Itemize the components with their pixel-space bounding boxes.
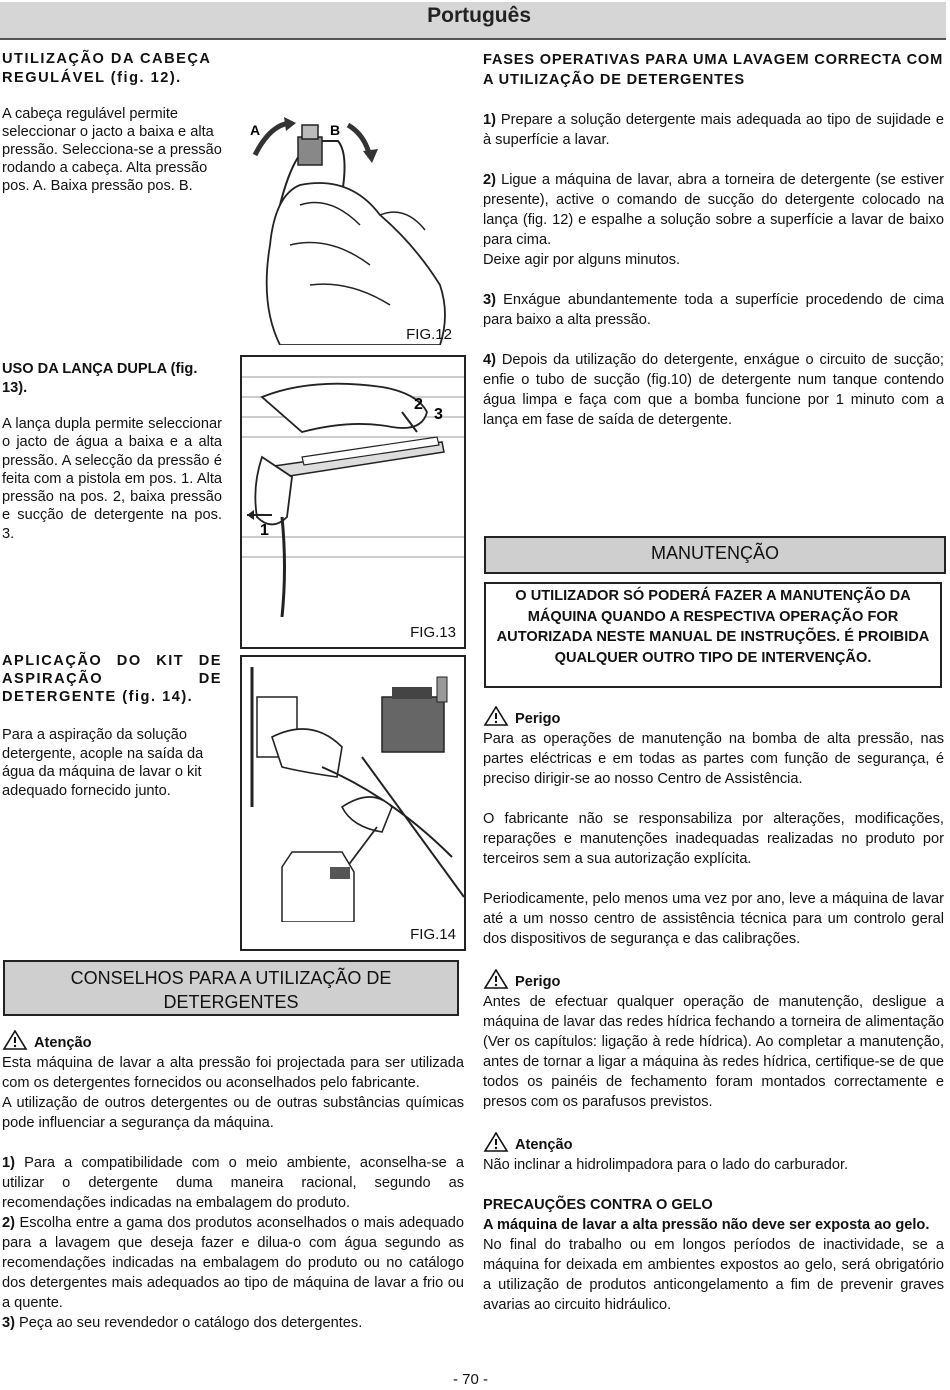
figure-14	[240, 655, 466, 951]
fases-item-1-text: Prepare a solução detergente mais adequada ao tipo de sujidade e à superfície a lavar.	[483, 112, 944, 148]
fases-section	[483, 50, 944, 430]
section-title-lanca: USO DA LANÇA DUPLA (fig. 13).	[2, 361, 198, 396]
manutencao-notice: O UTILIZADOR SÓ PODERÁ FAZER A MANUTENÇÃO DA MÁQUINA QUANDO A RESPECTIVA OPERAÇÃO FOR AUTORIZADA NESTE MANUAL DE INSTRUÇÕES. É PROIBIDA QUALQUER OUTRO TIPO DE INTERVENÇÃO.	[484, 582, 942, 688]
perigo-2-label: Perigo	[515, 974, 561, 990]
conselhos-item-3	[2, 1313, 464, 1333]
language-title: Português	[427, 4, 531, 27]
language-header	[0, 2, 946, 40]
conselhos-item-2	[2, 1213, 464, 1313]
gelo-title: PRECAUÇÕES CONTRA O GELO	[483, 1197, 713, 1213]
atencao-label: Atenção	[515, 1137, 573, 1153]
fases-item-3	[483, 290, 944, 330]
conselhos-title: CONSELHOS PARA A UTILIZAÇÃO DE DETERGENTES	[3, 960, 459, 1016]
conselhos-p1: Esta máquina de lavar a alta pressão foi projectada para ser utilizada com os detergentes fornecidos ou aconselhados pelo fabricante.	[2, 1055, 464, 1091]
adjustable-nozzle-illustration	[240, 45, 462, 345]
perigo-1-text: Para as operações de manutenção na bomba de alta pressão, nas partes eléctricas e em todas as partes com função de segurança, é preciso dirigir-se ao nosso Centro de Assistência.	[483, 731, 944, 787]
fig13-caption: FIG.13	[410, 624, 456, 641]
warning-triangle-icon	[483, 706, 509, 726]
fabricante-text: O fabricante não se responsabiliza por alterações, modificações, reparações e manutenções inadequadas realizadas no produto por terceiros sem a sua autorização explícita.	[483, 811, 944, 867]
conselhos-item-2-num: 2)	[2, 1215, 15, 1231]
periodic-text: Periodicamente, pelo menos uma vez por ano, leve a máquina de lavar até a um nosso centro de assistência técnica para um controlo geral dos dispositivos de segurança e das calibrações.	[483, 891, 944, 947]
conselhos-item-1-num: 1)	[2, 1155, 15, 1171]
conselhos-section	[2, 1030, 464, 1333]
fases-item-3-num: 3)	[483, 292, 496, 308]
perigo-2	[483, 969, 944, 992]
conselhos-warning-label: Atenção	[34, 1035, 92, 1051]
gelo-text: No final do trabalho ou em longos períodos de inactividade, se a máquina for deixada em ambientes expostos ao gelo, será obrigatório a utilização de produtos anticongelamento a fim de prevenir graves avarias ao circuito hidráulico.	[483, 1237, 944, 1313]
fases-item-4-num: 4)	[483, 352, 496, 368]
section-title-kit: APLICAÇÃO DO KIT DE ASPIRAÇÃO DE DETERGENTE (fig. 14).	[2, 653, 222, 705]
figure-13	[240, 355, 466, 649]
fig12-label-b: B	[330, 122, 341, 138]
conselhos-item-1-text: Para a compatibilidade com o meio ambiente, aconselha-se a utilizar o detergente duma maneira racional, segundo as recomendações indicadas na embalagem do produto.	[2, 1155, 464, 1211]
conselhos-item-3-text: Peça ao seu revendedor o catálogo dos detergentes.	[19, 1315, 363, 1331]
fig14-caption: FIG.14	[410, 926, 456, 943]
section-body-lanca: A lança dupla permite seleccionar o jacto de água a baixa e a alta pressão. A selecção da pressão é feita com a pistola em pos. 1. Alta pressão na pos. 2, baixa pressão e sucção de detergente na pos. 3.	[2, 416, 222, 542]
fases-item-4	[483, 350, 944, 430]
conselhos-item-2-text: Escolha entre a gama dos produtos aconselhados o mais adequado para a lavagem que deseja fazer e dilua-o com água segundo as recomendações indicadas na embalagem do produto ou no catálogo dos detergentes mais adequados ao tipo de máquina de lavar a frio ou a quente.	[2, 1215, 464, 1311]
manutencao-title: MANUTENÇÃO	[484, 536, 946, 574]
detergent-kit-illustration	[242, 657, 464, 922]
perigo-2-text: Antes de efectuar qualquer operação de manutenção, desligue a máquina de lavar das redes hídrica fechando a torneira de alimentação (Ver os capítulos: ligação à rede hídrica). Ao completar a manutenção, antes de tornar a ligar a máquina às redes hídrica, certifique-se de que todos os painéis de fechamento foram montados correctamente e presos com os parafusos previstos.	[483, 994, 944, 1110]
perigo-1	[483, 706, 944, 729]
figure-12	[240, 45, 462, 345]
fases-item-2b: Deixe agir por alguns minutos.	[483, 252, 681, 268]
fig13-pos-3: 3	[434, 406, 443, 423]
warning-triangle-icon	[2, 1030, 28, 1050]
fases-item-2-num: 2)	[483, 172, 496, 188]
page-number: - 70 -	[453, 1371, 489, 1388]
atencao-text: Não inclinar a hidrolimpadora para o lado do carburador.	[483, 1157, 849, 1173]
fig12-caption: FIG.12	[406, 326, 452, 343]
fases-item-1	[483, 110, 944, 150]
gelo-bold: A máquina de lavar a alta pressão não deve ser exposta ao gelo.	[483, 1217, 930, 1233]
fases-item-1-num: 1)	[483, 112, 496, 128]
fig13-pos-1: 1	[260, 522, 269, 539]
warning-triangle-icon	[483, 1132, 509, 1152]
fases-title: FASES OPERATIVAS PARA UMA LAVAGEM CORRECTA COM A UTILIZAÇÃO DE DETERGENTES	[483, 52, 944, 88]
perigo-1-label: Perigo	[515, 711, 561, 727]
fig12-label-a: A	[250, 122, 261, 138]
atencao-warning	[483, 1132, 944, 1155]
section-body-cabeca: A cabeça regulável permite seleccionar o jacto a baixa e alta pressão. Selecciona-se a pressão rodando a cabeça. Alta pressão pos. A. Baixa pressão pos. B.	[2, 106, 222, 194]
warning-triangle-icon	[483, 969, 509, 989]
conselhos-p2: A utilização de outros detergentes ou de outras substâncias químicas pode influenciar a segurança da máquina.	[2, 1095, 464, 1131]
fases-item-4-text: Depois da utilização do detergente, enxágue o circuito de sucção; enfie o tubo de sucção (fig.10) de detergente num tanque contendo água limpa e faça com que a bomba funcione por 1 minuto com a lança em fase de saída de detergente.	[483, 352, 944, 428]
conselhos-item-3-num: 3)	[2, 1315, 15, 1331]
fases-item-2-text: Ligue a máquina de lavar, abra a torneira de detergente (se estiver presente), active o comando de sucção do detergente colocado na lança (fig. 12) e espalhe a solução sobre a superfície a lavar de baixo para cima.	[483, 172, 944, 248]
section-body-kit: Para a aspiração da solução detergente, acople na saída da água da máquina de lavar o kit adequado fornecido junto.	[2, 727, 204, 799]
conselhos-warning	[2, 1030, 464, 1053]
section-title-cabeca: UTILIZAÇÃO DA CABEÇA REGULÁVEL (fig. 12).	[2, 51, 211, 86]
fig13-pos-2: 2	[414, 396, 423, 413]
conselhos-item-1	[2, 1153, 464, 1213]
manutencao-section	[483, 706, 944, 1315]
fases-item-3-text: Enxágue abundantemente toda a superfície procedendo de cima para baixo a alta pressão.	[483, 292, 944, 328]
double-lance-illustration	[242, 357, 464, 617]
fases-item-2	[483, 170, 944, 250]
